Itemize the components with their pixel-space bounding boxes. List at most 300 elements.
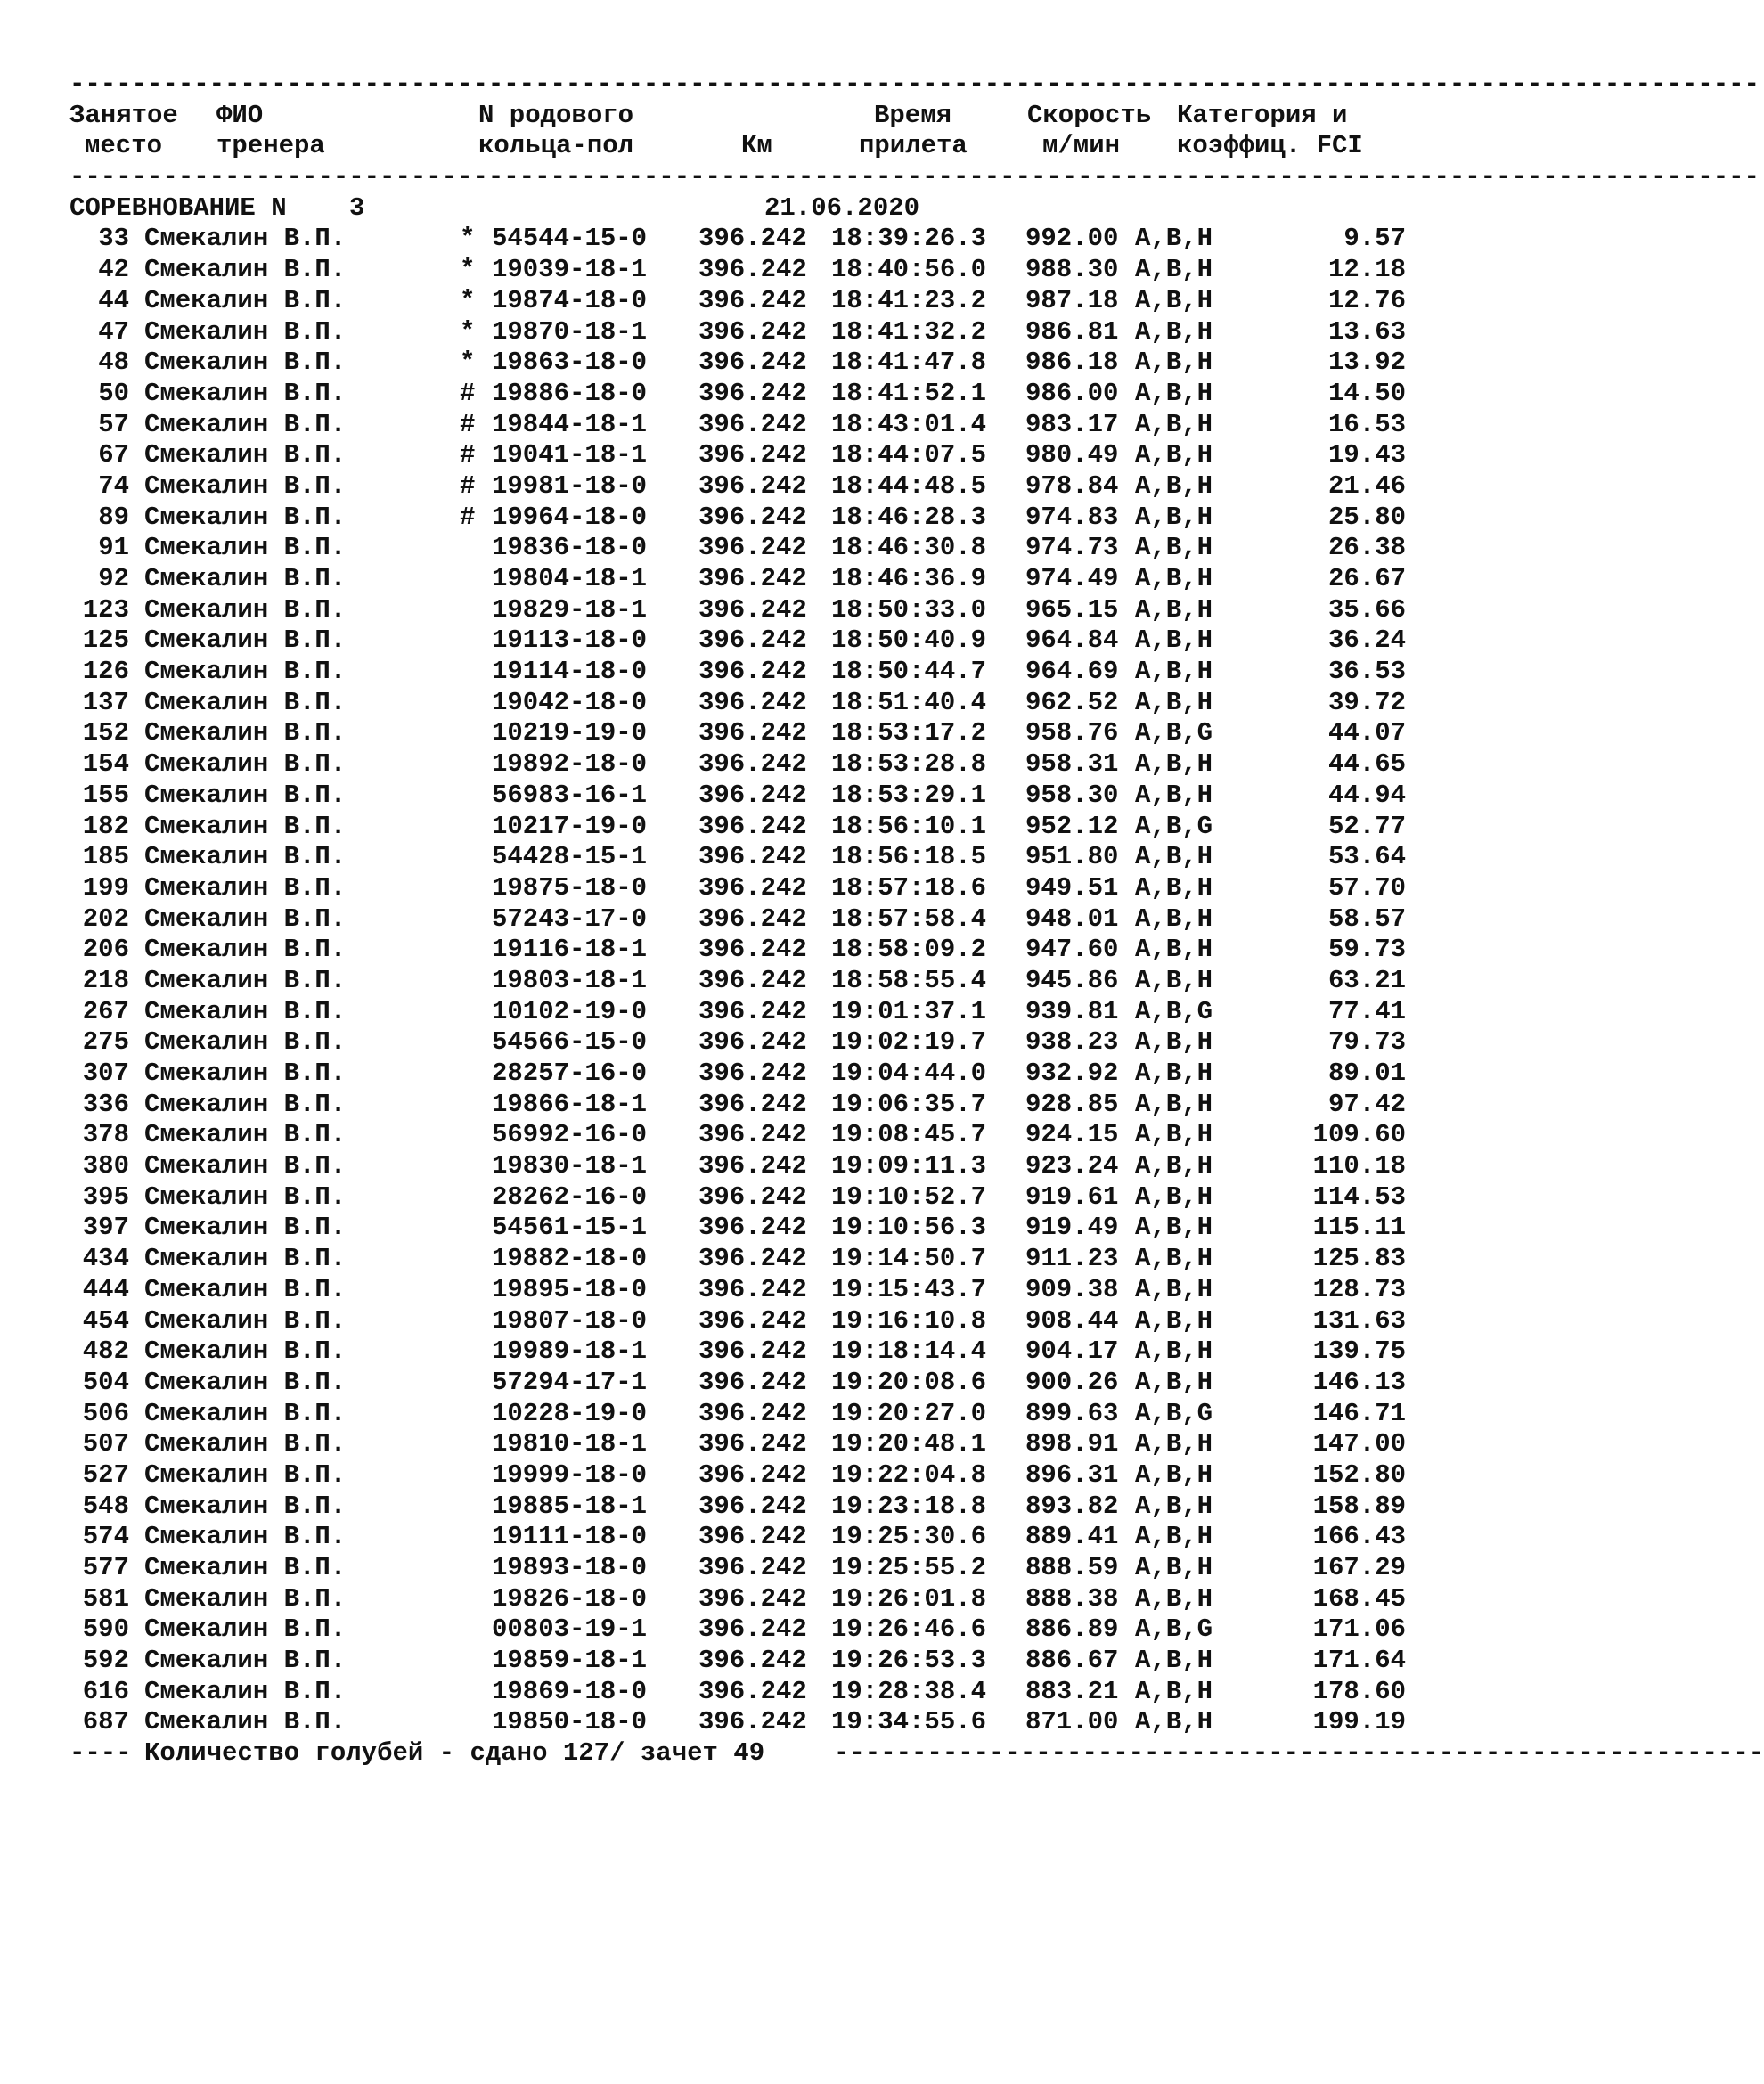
trainer-cell: Смекалин В.П. (144, 564, 347, 593)
table-row (69, 1151, 1406, 1182)
ring-cell: 19875-18-0 (492, 872, 648, 903)
place-cell: 137 (82, 687, 129, 717)
speed-cell: 978.84 (1025, 470, 1119, 501)
place-cell: 616 (82, 1676, 129, 1706)
km-cell: 396.242 (698, 1213, 807, 1243)
category-cell: A,B,H (1135, 1583, 1213, 1614)
time-cell: 19:08:45.7 (831, 1120, 987, 1150)
coef-cell: 57.70 (1327, 872, 1406, 903)
place-cell: 206 (82, 935, 129, 965)
time-cell: 18:50:44.7 (831, 657, 987, 687)
place-cell: 44 (98, 285, 129, 315)
trainer-cell: Смекалин В.П. (144, 811, 347, 841)
coef-cell: 58.57 (1327, 903, 1406, 934)
speed-cell: 908.44 (1025, 1305, 1119, 1336)
place-cell: 506 (82, 1398, 129, 1428)
category-cell: A,B,H (1135, 1181, 1213, 1212)
category-cell: A,B,H (1135, 1058, 1213, 1088)
time-cell: 18:58:55.4 (831, 965, 987, 995)
time-cell: 18:53:17.2 (831, 718, 987, 748)
category-cell: A,B,H (1135, 1522, 1213, 1552)
ring-cell: 10217-19-0 (492, 811, 648, 841)
time-cell: 18:46:28.3 (831, 502, 987, 532)
place-cell: 275 (82, 1027, 129, 1058)
km-cell: 396.242 (698, 347, 807, 378)
speed-cell: 899.63 (1025, 1398, 1119, 1428)
category-cell: A,B,H (1135, 1089, 1213, 1119)
time-cell: 18:51:40.4 (831, 687, 987, 717)
speed-cell: 888.38 (1025, 1583, 1119, 1614)
coef-cell: 97.42 (1327, 1089, 1406, 1119)
speed-cell: 987.18 (1025, 285, 1119, 315)
category-cell: A,B,G (1135, 718, 1213, 748)
km-cell: 396.242 (698, 1491, 807, 1521)
speed-cell: 924.15 (1025, 1120, 1119, 1150)
time-cell: 19:20:27.0 (831, 1398, 987, 1428)
table-row (69, 1614, 1406, 1646)
trainer-cell: Смекалин В.П. (144, 1676, 347, 1706)
trainer-cell: Смекалин В.П. (144, 316, 347, 347)
time-cell: 19:26:01.8 (831, 1583, 987, 1614)
speed-cell: 919.61 (1025, 1181, 1119, 1212)
mark-cell: * (460, 255, 476, 285)
time-cell: 18:57:58.4 (831, 903, 987, 934)
speed-cell: 986.18 (1025, 347, 1119, 378)
trainer-cell: Смекалин В.П. (144, 935, 347, 965)
place-cell: 574 (82, 1522, 129, 1552)
coef-cell: 171.64 (1312, 1646, 1406, 1676)
mark-cell: * (460, 285, 476, 315)
speed-cell: 883.21 (1025, 1676, 1119, 1706)
category-cell: A,B,H (1135, 224, 1213, 254)
header-km: Км (741, 131, 772, 161)
trainer-cell: Смекалин В.П. (144, 1058, 347, 1088)
category-cell: A,B,H (1135, 1027, 1213, 1058)
category-cell: A,B,H (1135, 842, 1213, 872)
time-cell: 19:34:55.6 (831, 1707, 987, 1737)
place-cell: 123 (82, 594, 129, 625)
table-row (69, 286, 1406, 317)
km-cell: 396.242 (698, 1676, 807, 1706)
mark-cell: # (460, 502, 476, 532)
coef-cell: 114.53 (1312, 1181, 1406, 1212)
speed-cell: 974.83 (1025, 502, 1119, 532)
place-cell: 444 (82, 1274, 129, 1304)
header-time: Время (874, 100, 952, 130)
speed-cell: 932.92 (1025, 1058, 1119, 1088)
time-cell: 18:58:09.2 (831, 935, 987, 965)
coef-cell: 21.46 (1327, 470, 1406, 501)
speed-cell: 958.76 (1025, 718, 1119, 748)
category-cell: A,B,G (1135, 996, 1213, 1026)
coef-cell: 53.64 (1327, 842, 1406, 872)
place-cell: 199 (82, 872, 129, 903)
header-place-2: место (85, 131, 163, 161)
speed-cell: 988.30 (1025, 255, 1119, 285)
table-row (69, 625, 1406, 657)
speed-cell: 948.01 (1025, 903, 1119, 934)
trainer-cell: Смекалин В.П. (144, 594, 347, 625)
table-row (69, 1090, 1406, 1121)
time-cell: 19:10:56.3 (831, 1213, 987, 1243)
time-cell: 18:41:23.2 (831, 285, 987, 315)
coef-cell: 147.00 (1312, 1429, 1406, 1459)
header-category-2: коэффиц. FCI (1177, 131, 1363, 161)
km-cell: 396.242 (698, 625, 807, 656)
category-cell: A,B,H (1135, 533, 1213, 563)
category-cell: A,B,H (1135, 502, 1213, 532)
time-cell: 18:41:47.8 (831, 347, 987, 378)
trainer-cell: Смекалин В.П. (144, 255, 347, 285)
category-cell: A,B,H (1135, 1120, 1213, 1150)
table-row (69, 1244, 1406, 1275)
ring-cell: 19803-18-1 (492, 965, 648, 995)
table-row (69, 1677, 1406, 1708)
ring-cell: 00803-19-1 (492, 1614, 648, 1645)
category-cell: A,B,H (1135, 1367, 1213, 1397)
speed-cell: 886.67 (1025, 1646, 1119, 1676)
category-cell: A,B,H (1135, 1305, 1213, 1336)
trainer-cell: Смекалин В.П. (144, 1305, 347, 1336)
place-cell: 152 (82, 718, 129, 748)
place-cell: 218 (82, 965, 129, 995)
trainer-cell: Смекалин В.П. (144, 533, 347, 563)
table-row (69, 1306, 1406, 1337)
ring-cell: 54544-15-0 (492, 224, 648, 254)
time-cell: 18:56:10.1 (831, 811, 987, 841)
km-cell: 396.242 (698, 1305, 807, 1336)
table-row (69, 1522, 1406, 1553)
place-cell: 581 (82, 1583, 129, 1614)
competition-date: 21.06.2020 (764, 192, 920, 223)
km-cell: 396.242 (698, 470, 807, 501)
place-cell: 380 (82, 1151, 129, 1181)
ring-cell: 19116-18-1 (492, 935, 648, 965)
speed-cell: 962.52 (1025, 687, 1119, 717)
category-cell: A,B,H (1135, 1336, 1213, 1367)
speed-cell: 952.12 (1025, 811, 1119, 841)
table-row (69, 1275, 1406, 1306)
table-row (69, 657, 1406, 688)
category-cell: A,B,H (1135, 1707, 1213, 1737)
category-cell: A,B,H (1135, 965, 1213, 995)
trainer-cell: Смекалин В.П. (144, 1646, 347, 1676)
ring-cell: 19981-18-0 (492, 470, 648, 501)
time-cell: 19:02:19.7 (831, 1027, 987, 1058)
time-cell: 18:50:33.0 (831, 594, 987, 625)
place-cell: 48 (98, 347, 129, 378)
trainer-cell: Смекалин В.П. (144, 1089, 347, 1119)
speed-cell: 974.73 (1025, 533, 1119, 563)
coef-cell: 44.65 (1327, 749, 1406, 780)
table-row (69, 1553, 1406, 1584)
km-cell: 396.242 (698, 780, 807, 810)
time-cell: 19:18:14.4 (831, 1336, 987, 1367)
place-cell: 47 (98, 316, 129, 347)
coef-cell: 44.07 (1327, 718, 1406, 748)
trainer-cell: Смекалин В.П. (144, 780, 347, 810)
time-cell: 18:56:18.5 (831, 842, 987, 872)
place-cell: 74 (98, 470, 129, 501)
time-cell: 18:50:40.9 (831, 625, 987, 656)
time-cell: 19:01:37.1 (831, 996, 987, 1026)
km-cell: 396.242 (698, 316, 807, 347)
coef-cell: 39.72 (1327, 687, 1406, 717)
km-cell: 396.242 (698, 1274, 807, 1304)
km-cell: 396.242 (698, 1583, 807, 1614)
trainer-cell: Смекалин В.П. (144, 1398, 347, 1428)
place-cell: 454 (82, 1305, 129, 1336)
table-row (69, 1584, 1406, 1615)
trainer-cell: Смекалин В.П. (144, 409, 347, 439)
trainer-cell: Смекалин В.П. (144, 1181, 347, 1212)
table-row (69, 503, 1406, 534)
table-row (69, 224, 1406, 255)
coef-cell: 109.60 (1312, 1120, 1406, 1150)
trainer-cell: Смекалин В.П. (144, 657, 347, 687)
header-time-2: прилета (859, 131, 968, 161)
time-cell: 18:39:26.3 (831, 224, 987, 254)
trainer-cell: Смекалин В.П. (144, 1459, 347, 1490)
table-row (69, 873, 1406, 904)
time-cell: 18:46:30.8 (831, 533, 987, 563)
coef-cell: 115.11 (1312, 1213, 1406, 1243)
category-cell: A,B,H (1135, 409, 1213, 439)
trainer-cell: Смекалин В.П. (144, 842, 347, 872)
place-cell: 577 (82, 1553, 129, 1582)
km-cell: 396.242 (698, 965, 807, 995)
km-cell: 396.242 (698, 1244, 807, 1274)
speed-cell: 904.17 (1025, 1336, 1119, 1367)
km-cell: 396.242 (698, 224, 807, 254)
table-row (69, 935, 1406, 966)
speed-cell: 909.38 (1025, 1274, 1119, 1304)
place-cell: 42 (98, 255, 129, 285)
ring-cell: 19895-18-0 (492, 1274, 648, 1304)
ring-cell: 19113-18-0 (492, 625, 648, 656)
trainer-cell: Смекалин В.П. (144, 378, 347, 408)
ring-cell: 54566-15-0 (492, 1027, 648, 1058)
place-cell: 482 (82, 1336, 129, 1367)
ring-cell: 19041-18-1 (492, 440, 648, 470)
coef-cell: 167.29 (1312, 1553, 1406, 1582)
category-cell: A,B,G (1135, 1398, 1213, 1428)
ring-cell: 19829-18-1 (492, 594, 648, 625)
ring-cell: 19863-18-0 (492, 347, 648, 378)
ring-cell: 56992-16-0 (492, 1120, 648, 1150)
coef-cell: 35.66 (1327, 594, 1406, 625)
category-cell: A,B,H (1135, 872, 1213, 903)
coef-cell: 125.83 (1312, 1244, 1406, 1274)
coef-cell: 26.38 (1327, 533, 1406, 563)
place-cell: 434 (82, 1244, 129, 1274)
place-cell: 202 (82, 903, 129, 934)
coef-cell: 19.43 (1327, 440, 1406, 470)
trainer-cell: Смекалин В.П. (144, 903, 347, 934)
ring-cell: 19844-18-1 (492, 409, 648, 439)
header-category: Категория и (1177, 100, 1348, 130)
table-row (69, 904, 1406, 936)
category-cell: A,B,H (1135, 594, 1213, 625)
mark-cell: * (460, 347, 476, 378)
coef-cell: 178.60 (1312, 1676, 1406, 1706)
trainer-cell: Смекалин В.П. (144, 1429, 347, 1459)
place-cell: 155 (82, 780, 129, 810)
coef-cell: 77.41 (1327, 996, 1406, 1026)
km-cell: 396.242 (698, 1027, 807, 1058)
mark-cell: * (460, 224, 476, 254)
time-cell: 18:53:29.1 (831, 780, 987, 810)
km-cell: 396.242 (698, 533, 807, 563)
ring-cell: 57243-17-0 (492, 903, 648, 934)
place-cell: 336 (82, 1089, 129, 1119)
coef-cell: 16.53 (1327, 409, 1406, 439)
speed-cell: 938.23 (1025, 1027, 1119, 1058)
ring-cell: 19893-18-0 (492, 1553, 648, 1582)
time-cell: 19:22:04.8 (831, 1459, 987, 1490)
category-cell: A,B,H (1135, 316, 1213, 347)
trainer-cell: Смекалин В.П. (144, 1274, 347, 1304)
coef-cell: 52.77 (1327, 811, 1406, 841)
ring-cell: 56983-16-1 (492, 780, 648, 810)
place-cell: 590 (82, 1614, 129, 1645)
footer-summary: Количество голубей - сдано 127/ зачет 49 (144, 1738, 765, 1769)
trainer-cell: Смекалин В.П. (144, 1707, 347, 1737)
header-separator: ------------------------------------------------------------------------------------------------------------- (69, 162, 1760, 192)
trainer-cell: Смекалин В.П. (144, 996, 347, 1026)
category-cell: A,B,H (1135, 1646, 1213, 1676)
speed-cell: 983.17 (1025, 409, 1119, 439)
km-cell: 396.242 (698, 903, 807, 934)
trainer-cell: Смекалин В.П. (144, 1367, 347, 1397)
category-cell: A,B,H (1135, 1491, 1213, 1521)
coef-cell: 152.80 (1312, 1459, 1406, 1490)
ring-cell: 28257-16-0 (492, 1058, 648, 1088)
table-row (69, 1027, 1406, 1058)
time-cell: 19:28:38.4 (831, 1676, 987, 1706)
table-row (69, 255, 1406, 286)
place-cell: 89 (98, 502, 129, 532)
speed-cell: 900.26 (1025, 1367, 1119, 1397)
place-cell: 592 (82, 1646, 129, 1676)
time-cell: 18:44:48.5 (831, 470, 987, 501)
table-row (69, 812, 1406, 843)
category-cell: A,B,H (1135, 470, 1213, 501)
category-cell: A,B,H (1135, 347, 1213, 378)
trainer-cell: Смекалин В.П. (144, 1213, 347, 1243)
coef-cell: 36.53 (1327, 657, 1406, 687)
time-cell: 18:41:32.2 (831, 316, 987, 347)
category-cell: A,B,H (1135, 1429, 1213, 1459)
table-row (69, 966, 1406, 997)
time-cell: 19:06:35.7 (831, 1089, 987, 1119)
header-ring: N родового (478, 100, 634, 130)
speed-cell: 958.31 (1025, 749, 1119, 780)
header-ring-2: кольца-пол (478, 131, 634, 161)
ring-cell: 19807-18-0 (492, 1305, 648, 1336)
coef-cell: 168.45 (1312, 1583, 1406, 1614)
category-cell: A,B,H (1135, 1274, 1213, 1304)
time-cell: 19:26:53.3 (831, 1646, 987, 1676)
place-cell: 687 (82, 1707, 129, 1737)
category-cell: A,B,H (1135, 285, 1213, 315)
trainer-cell: Смекалин В.П. (144, 1027, 347, 1058)
place-cell: 33 (98, 224, 129, 254)
time-cell: 19:25:30.6 (831, 1522, 987, 1552)
time-cell: 19:26:46.6 (831, 1614, 987, 1645)
ring-cell: 10219-19-0 (492, 718, 648, 748)
header-fio: ФИО (216, 100, 264, 130)
place-cell: 397 (82, 1213, 129, 1243)
table-row (69, 379, 1406, 410)
table-row (69, 471, 1406, 503)
category-cell: A,B,H (1135, 1151, 1213, 1181)
speed-cell: 992.00 (1025, 224, 1119, 254)
km-cell: 396.242 (698, 1614, 807, 1645)
km-cell: 396.242 (698, 440, 807, 470)
time-cell: 18:41:52.1 (831, 378, 987, 408)
category-cell: A,B,H (1135, 780, 1213, 810)
place-cell: 67 (98, 440, 129, 470)
category-cell: A,B,H (1135, 564, 1213, 593)
coef-cell: 131.63 (1312, 1305, 1406, 1336)
km-cell: 396.242 (698, 935, 807, 965)
speed-cell: 974.49 (1025, 564, 1119, 593)
place-cell: 185 (82, 842, 129, 872)
ring-cell: 10228-19-0 (492, 1398, 648, 1428)
coef-cell: 26.67 (1327, 564, 1406, 593)
speed-cell: 945.86 (1025, 965, 1119, 995)
place-cell: 395 (82, 1181, 129, 1212)
table-row (69, 1460, 1406, 1491)
ring-cell: 19870-18-1 (492, 316, 648, 347)
ring-cell: 19810-18-1 (492, 1429, 648, 1459)
place-cell: 307 (82, 1058, 129, 1088)
speed-cell: 871.00 (1025, 1707, 1119, 1737)
time-cell: 19:20:08.6 (831, 1367, 987, 1397)
coef-cell: 12.18 (1327, 255, 1406, 285)
km-cell: 396.242 (698, 564, 807, 593)
place-cell: 50 (98, 378, 129, 408)
km-cell: 396.242 (698, 285, 807, 315)
header-line-1 (69, 101, 1406, 132)
trainer-cell: Смекалин В.П. (144, 285, 347, 315)
results-document (69, 69, 1764, 1769)
trainer-cell: Смекалин В.П. (144, 687, 347, 717)
ring-cell: 19989-18-1 (492, 1336, 648, 1367)
category-cell: A,B,H (1135, 935, 1213, 965)
km-cell: 396.242 (698, 1522, 807, 1552)
km-cell: 396.242 (698, 1089, 807, 1119)
header-speed-2: м/мин (1042, 131, 1121, 161)
category-cell: A,B,H (1135, 657, 1213, 687)
top-separator: ------------------------------------------------------------------------------------------------------------- (69, 69, 1760, 99)
speed-cell: 896.31 (1025, 1459, 1119, 1490)
ring-cell: 28262-16-0 (492, 1181, 648, 1212)
ring-cell: 19964-18-0 (492, 502, 648, 532)
trainer-cell: Смекалин В.П. (144, 1522, 347, 1552)
km-cell: 396.242 (698, 378, 807, 408)
table-row (69, 1120, 1406, 1151)
km-cell: 396.242 (698, 594, 807, 625)
table-row (69, 749, 1406, 780)
time-cell: 18:53:28.8 (831, 749, 987, 780)
trainer-cell: Смекалин В.П. (144, 440, 347, 470)
ring-cell: 57294-17-1 (492, 1367, 648, 1397)
trainer-cell: Смекалин В.П. (144, 1614, 347, 1645)
ring-cell: 19111-18-0 (492, 1522, 648, 1552)
table-row (69, 1213, 1406, 1244)
